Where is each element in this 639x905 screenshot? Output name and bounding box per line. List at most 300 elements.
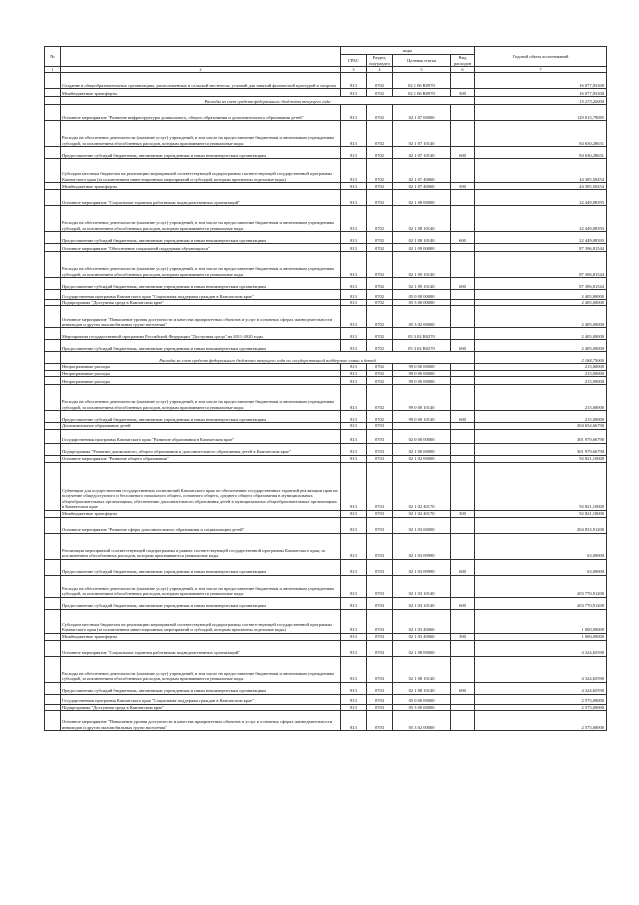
row-num-cell	[45, 206, 61, 232]
row-target-cell: 02 1 02 00000	[393, 455, 451, 462]
row-name-cell: Государственная программа Камчатского края "Социальная поддержка граждан в Камчатском крае"	[61, 290, 341, 300]
row-name-cell: Предоставление субсидий бюджетным, автономным учреждениям и иным некоммерческим организациям	[61, 559, 341, 575]
row-num-cell	[45, 443, 61, 455]
table-row	[45, 89, 607, 97]
table-row	[45, 694, 607, 704]
row-vid-cell: 600	[451, 411, 475, 423]
row-num-cell	[45, 385, 61, 411]
row-target-cell: 02 1 03 09990	[393, 559, 451, 575]
table-note-row	[45, 352, 607, 364]
row-amount-cell: 301 979,66790	[475, 429, 607, 443]
row-num-cell	[45, 159, 61, 183]
row-grbs-cell: 813	[341, 455, 367, 462]
header-vid: Вид расходов	[451, 55, 475, 67]
row-razdel-cell: 0702	[367, 340, 393, 352]
row-razdel-cell: 0703	[367, 443, 393, 455]
row-name-cell: Расходы на обеспечение деятельности (оказание услуг) учреждений, в том числе на предоставление бюджетным и автономным учреждениям субсидий, за исключением обособленных расходов, которым присваиваются уникальные коды	[61, 121, 341, 147]
row-razdel-cell: 0703	[367, 575, 393, 597]
table-row	[45, 190, 607, 206]
header-target: Целевая статья	[393, 55, 451, 67]
row-vid-cell: 600	[451, 340, 475, 352]
budget-table-page	[44, 46, 606, 731]
row-razdel-cell: 0703	[367, 711, 393, 731]
row-target-cell: 99 0 00 00000	[393, 370, 451, 376]
row-amount-cell: 92 821,10000	[475, 510, 607, 517]
row-amount-cell: 129 015,79085	[475, 105, 607, 121]
row-target-cell: 05 0 00 00000	[393, 290, 451, 300]
row-target-cell: 02 1 08 00000	[393, 640, 451, 656]
row-razdel-cell: 0702	[367, 183, 393, 190]
row-amount-cell: 2 575,00000	[475, 694, 607, 704]
row-amount-cell: 2 575,00000	[475, 704, 607, 710]
table-note-row	[45, 97, 607, 105]
row-razdel-cell: 0702	[367, 306, 393, 328]
row-amount-cell: 204 833,91200	[475, 517, 607, 533]
row-vid-cell: 600	[451, 278, 475, 290]
row-name-cell: Реализация мероприятий соответствующей подпрограммы в рамках соответствующей государственной программы Камчатского края, за исключением обособленных расходов, которым присваиваются уникальные коды	[61, 533, 341, 559]
table-row	[45, 455, 607, 462]
row-name-cell: Субсидии местным бюджетам на реализацию мероприятий соответствующей подпрограммы соответствующей государственной программы Камчатского края (за исключением инвестиционных мероприятий и субсидий, которым присвоены отдельные коды)	[61, 159, 341, 183]
row-target-cell: 02 1 03 10140	[393, 575, 451, 597]
row-grbs-cell: 813	[341, 694, 367, 704]
row-num-cell	[45, 429, 61, 443]
table-row	[45, 711, 607, 731]
row-grbs-cell: 813	[341, 704, 367, 710]
row-num-cell	[45, 97, 61, 105]
row-razdel-cell: 0702	[367, 73, 393, 89]
row-razdel-cell: 0703	[367, 462, 393, 510]
table-row	[45, 411, 607, 423]
row-razdel-cell: 0703	[367, 597, 393, 609]
row-vid-cell	[451, 711, 475, 731]
row-amount-cell: 22 449,08393	[475, 206, 607, 232]
row-name-cell: Основное мероприятие "Развитие инфраструктуры дошкольного, общего образования и дополнительного образования детей"	[61, 105, 341, 121]
row-name-cell: Подпрограмма "Развитие дошкольного, общего образования и дополнительного образования детей в Камчатском крае"	[61, 443, 341, 455]
row-grbs-cell: 813	[341, 105, 367, 121]
row-grbs-cell: 813	[341, 183, 367, 190]
row-target-cell: 02 1 03 40060	[393, 609, 451, 633]
row-num-cell	[45, 597, 61, 609]
row-razdel-cell: 0702	[367, 411, 393, 423]
row-num-cell	[45, 147, 61, 159]
table-row	[45, 244, 607, 252]
table-row	[45, 517, 607, 533]
row-grbs-cell: 813	[341, 423, 367, 429]
row-target-cell: 99 0 00 00000	[393, 364, 451, 370]
row-amount-cell: 2 405,00000	[475, 300, 607, 306]
row-target-cell: 05 0 00 00000	[393, 694, 451, 704]
row-num-cell	[45, 575, 61, 597]
table-body	[45, 73, 607, 731]
row-num-cell	[45, 633, 61, 640]
row-grbs-cell: 813	[341, 443, 367, 455]
row-amount-cell: 44 385,50454	[475, 159, 607, 183]
row-amount-cell: 16 077,05300	[475, 73, 607, 89]
row-amount-cell: 87 396,81544	[475, 278, 607, 290]
row-target-cell: 02 1 03 40060	[393, 633, 451, 640]
table-row	[45, 183, 607, 190]
table-row	[45, 443, 607, 455]
row-razdel-cell: 0703	[367, 704, 393, 710]
row-target-cell: 02 1 07 40060	[393, 183, 451, 190]
row-amount-cell: 215,00000	[475, 370, 607, 376]
row-grbs-cell: 813	[341, 377, 367, 385]
row-num-cell	[45, 455, 61, 462]
row-vid-cell	[451, 694, 475, 704]
row-amount-cell: 22 449,08393	[475, 190, 607, 206]
row-vid-cell	[451, 244, 475, 252]
row-target-cell: 02 1 00 00000	[393, 443, 451, 455]
row-amount-cell: 22 449,08393	[475, 232, 607, 244]
row-vid-cell: 600	[451, 559, 475, 575]
row-vid-cell	[451, 252, 475, 278]
row-amount-cell: 44 385,50454	[475, 183, 607, 190]
row-target-cell: 02 1 08 10140	[393, 206, 451, 232]
row-razdel-cell: 0703	[367, 429, 393, 443]
row-target-cell: 02 1 09 10140	[393, 252, 451, 278]
row-target-cell: 02 1 06 R0970	[393, 89, 451, 97]
row-target-cell: 02 1 07 10140	[393, 121, 451, 147]
row-amount-cell: 63,00000	[475, 559, 607, 575]
row-grbs-cell: 813	[341, 633, 367, 640]
row-amount-cell: 2 405,00000	[475, 340, 607, 352]
row-name-cell: Межбюджетные трансферты	[61, 183, 341, 190]
row-num-cell	[45, 377, 61, 385]
row-vid-cell	[451, 455, 475, 462]
row-amount-cell: 15 273,20000	[475, 97, 607, 105]
row-target-cell: 02 1 07 00000	[393, 105, 451, 121]
row-num-cell	[45, 232, 61, 244]
budget-table	[44, 46, 607, 731]
row-grbs-cell: 813	[341, 533, 367, 559]
row-razdel-cell: 0703	[367, 694, 393, 704]
row-num-cell	[45, 290, 61, 300]
row-vid-cell	[451, 656, 475, 682]
row-grbs-cell: 813	[341, 121, 367, 147]
row-target-cell: 02 1 03 10140	[393, 597, 451, 609]
index-cell: 4	[367, 67, 393, 73]
row-target-cell: 02 1 08 10140	[393, 232, 451, 244]
row-amount-cell: 87 396,81544	[475, 252, 607, 278]
row-amount-cell: 92 821,10000	[475, 462, 607, 510]
row-grbs-cell: 813	[341, 159, 367, 183]
row-grbs-cell: 813	[341, 559, 367, 575]
row-vid-cell	[451, 206, 475, 232]
row-grbs-cell: 813	[341, 244, 367, 252]
row-target-cell: 02 1 08 10140	[393, 656, 451, 682]
table-row	[45, 147, 607, 159]
row-amount-cell: 203 770,91200	[475, 575, 607, 597]
row-vid-cell: 500	[451, 183, 475, 190]
row-razdel-cell: 0703	[367, 609, 393, 633]
index-cell: 6	[451, 67, 475, 73]
row-num-cell	[45, 328, 61, 340]
row-num-cell	[45, 694, 61, 704]
header-razdel: Раздел, под-раздел	[367, 55, 393, 67]
row-vid-cell	[451, 105, 475, 121]
row-razdel-cell: 0703	[367, 455, 393, 462]
row-grbs-cell: 813	[341, 462, 367, 510]
table-row	[45, 633, 607, 640]
row-name-cell: Дополнительное образование детей	[61, 423, 341, 429]
table-row	[45, 306, 607, 328]
table-row	[45, 206, 607, 232]
row-num-cell	[45, 73, 61, 89]
row-razdel-cell: 0702	[367, 147, 393, 159]
row-name-cell: Предоставление субсидий бюджетным, автономным учреждениям и иным некоммерческим организациям	[61, 278, 341, 290]
row-razdel-cell: 0703	[367, 633, 393, 640]
row-vid-cell	[451, 533, 475, 559]
row-vid-cell	[451, 429, 475, 443]
row-target-cell: 02 1 09 10140	[393, 278, 451, 290]
row-vid-cell	[451, 328, 475, 340]
row-razdel-cell: 0702	[367, 290, 393, 300]
index-cell: 7	[475, 67, 607, 73]
row-razdel-cell: 0702	[367, 370, 393, 376]
row-grbs-cell: 813	[341, 656, 367, 682]
table-row	[45, 278, 607, 290]
table-row	[45, 105, 607, 121]
header-codes: коды	[341, 47, 475, 55]
row-vid-cell	[451, 306, 475, 328]
row-grbs-cell: 813	[341, 609, 367, 633]
row-vid-cell: 500	[451, 89, 475, 97]
index-cell: 3	[341, 67, 367, 73]
table-row	[45, 159, 607, 183]
row-target-cell: 02 1 02 40170	[393, 510, 451, 517]
row-name-cell: Основное мероприятие "Развитие сферы дополнительного образования и социализации детей"	[61, 517, 341, 533]
row-vid-cell	[451, 609, 475, 633]
row-target-cell: 02 0 00 00000	[393, 429, 451, 443]
table-row	[45, 656, 607, 682]
row-razdel-cell: 0703	[367, 640, 393, 656]
row-target-cell: 02 1 08 00000	[393, 190, 451, 206]
row-note-cell: Расходы за счет средств федерального бюджета текущего года по государственной поддержке семьи и детей	[61, 352, 475, 364]
row-num-cell	[45, 340, 61, 352]
row-razdel-cell: 0703	[367, 682, 393, 694]
table-row	[45, 290, 607, 300]
row-num-cell	[45, 352, 61, 364]
table-row	[45, 559, 607, 575]
row-num-cell	[45, 278, 61, 290]
table-row	[45, 597, 607, 609]
row-amount-cell: 92 821,10000	[475, 455, 607, 462]
row-grbs-cell: 813	[341, 517, 367, 533]
row-vid-cell	[451, 640, 475, 656]
row-grbs-cell: 813	[341, 597, 367, 609]
row-razdel-cell: 0702	[367, 232, 393, 244]
row-razdel-cell: 0703	[367, 559, 393, 575]
row-name-cell: Подпрограмма "Доступная среда в Камчатском крае"	[61, 300, 341, 306]
row-vid-cell	[451, 462, 475, 510]
row-num-cell	[45, 190, 61, 206]
row-num-cell	[45, 244, 61, 252]
row-name-cell: Предоставление субсидий бюджетным, автономным учреждениям и иным некоммерческим организациям	[61, 597, 341, 609]
row-grbs-cell: 813	[341, 206, 367, 232]
row-razdel-cell: 0702	[367, 377, 393, 385]
row-grbs-cell: 813	[341, 370, 367, 376]
row-grbs-cell: 813	[341, 340, 367, 352]
row-grbs-cell: 813	[341, 510, 367, 517]
row-vid-cell	[451, 190, 475, 206]
row-razdel-cell: 0702	[367, 300, 393, 306]
row-vid-cell: 600	[451, 597, 475, 609]
index-cell: 1	[45, 67, 61, 73]
row-name-cell: Основное мероприятие "Социальные гарантии работникам подведомственных организаций"	[61, 190, 341, 206]
row-grbs-cell: 813	[341, 385, 367, 411]
row-grbs-cell: 813	[341, 575, 367, 597]
row-name-cell: Непрограммные расходы	[61, 364, 341, 370]
table-row	[45, 73, 607, 89]
table-row	[45, 340, 607, 352]
table-row	[45, 232, 607, 244]
row-num-cell	[45, 462, 61, 510]
row-razdel-cell: 0703	[367, 517, 393, 533]
row-grbs-cell: 813	[341, 306, 367, 328]
row-grbs-cell: 813	[341, 252, 367, 278]
row-amount-cell: 301 979,66790	[475, 443, 607, 455]
row-razdel-cell: 0703	[367, 656, 393, 682]
row-razdel-cell: 0702	[367, 89, 393, 97]
row-grbs-cell: 813	[341, 640, 367, 656]
table-row	[45, 462, 607, 510]
row-amount-cell: 2 184,75000	[475, 352, 607, 364]
row-grbs-cell: 813	[341, 682, 367, 694]
row-name-cell: Предоставление субсидий бюджетным, автономным учреждениям и иным некоммерческим организациям	[61, 682, 341, 694]
row-name-cell: Создание в общеобразовательных организациях, расположенных в сельской местности, условий для занятий физической культурой и спортом	[61, 73, 341, 89]
row-razdel-cell: 0702	[367, 121, 393, 147]
row-name-cell: Расходы на обеспечение деятельности (оказание услуг) учреждений, в том числе на предоставление бюджетным и автономным учреждениям субсидий, за исключением обособленных расходов, которым присваиваются уникальные коды	[61, 656, 341, 682]
row-vid-cell	[451, 290, 475, 300]
row-razdel-cell: 0702	[367, 244, 393, 252]
table-row	[45, 429, 607, 443]
row-name-cell: Предоставление субсидий бюджетным, автономным учреждениям и иным некоммерческим организациям	[61, 147, 341, 159]
row-target-cell: 05 3 02 R0270	[393, 340, 451, 352]
row-vid-cell	[451, 159, 475, 183]
row-num-cell	[45, 609, 61, 633]
row-vid-cell: 500	[451, 633, 475, 640]
table-row	[45, 640, 607, 656]
table-row	[45, 121, 607, 147]
row-razdel-cell: 0703	[367, 533, 393, 559]
row-target-cell: 99 0 00 10140	[393, 385, 451, 411]
row-vid-cell	[451, 377, 475, 385]
row-name-cell: Государственная программа Камчатского края "Развитие образования в Камчатском крае"	[61, 429, 341, 443]
row-num-cell	[45, 252, 61, 278]
row-name-cell: Межбюджетные трансферты	[61, 633, 341, 640]
header-num: №	[45, 47, 61, 67]
row-amount-cell: 203 770,91200	[475, 597, 607, 609]
row-grbs-cell: 813	[341, 290, 367, 300]
row-amount-cell: 2 575,00000	[475, 711, 607, 731]
row-amount-cell: 4 324,65590	[475, 682, 607, 694]
row-amount-cell: 215,00000	[475, 411, 607, 423]
row-name-cell: Государственная программа Камчатского края "Социальная поддержка граждан в Камчатском крае"	[61, 694, 341, 704]
row-name-cell: Межбюджетные трансферты	[61, 89, 341, 97]
row-target-cell: 02 1 07 40060	[393, 159, 451, 183]
row-razdel-cell: 0702	[367, 159, 393, 183]
header-total: Годовой объем ассигнований	[475, 47, 607, 67]
row-target-cell: 99 0 00 00000	[393, 377, 451, 385]
row-num-cell	[45, 711, 61, 731]
row-num-cell	[45, 306, 61, 328]
row-razdel-cell: 0702	[367, 385, 393, 411]
index-cell: 5	[393, 67, 451, 73]
row-amount-cell: 63,00000	[475, 533, 607, 559]
row-vid-cell	[451, 73, 475, 89]
row-grbs-cell: 813	[341, 300, 367, 306]
row-target-cell: 05 3 02 00000	[393, 306, 451, 328]
row-num-cell	[45, 89, 61, 97]
row-amount-cell: 215,00000	[475, 377, 607, 385]
row-amount-cell: 215,00000	[475, 364, 607, 370]
row-razdel-cell: 0703	[367, 510, 393, 517]
row-name-cell: Расходы на обеспечение деятельности (оказание услуг) учреждений, в том числе на предоставление бюджетным и автономным учреждениям субсидий, за исключением обособленных расходов, которым присваиваются уникальные коды	[61, 206, 341, 232]
row-name-cell: Основное мероприятие "Повышение уровня доступности и качества приоритетных объектов и услуг в основных сферах жизнедеятельности инвалидов и других маломобильных групп населения"	[61, 711, 341, 731]
row-target-cell: 02 1 03 09990	[393, 533, 451, 559]
row-name-cell: Основное мероприятие "Развитие общего образования"	[61, 455, 341, 462]
row-vid-cell	[451, 517, 475, 533]
row-num-cell	[45, 121, 61, 147]
row-num-cell	[45, 682, 61, 694]
row-num-cell	[45, 533, 61, 559]
row-name-cell: Основное мероприятие "Повышение уровня доступности и качества приоритетных объектов и услуг в основных сферах жизнедеятельности инвалидов и других маломобильных групп населения"	[61, 306, 341, 328]
row-vid-cell	[451, 385, 475, 411]
table-row	[45, 682, 607, 694]
row-amount-cell: 87 396,81544	[475, 244, 607, 252]
table-row	[45, 533, 607, 559]
row-grbs-cell: 813	[341, 364, 367, 370]
row-grbs-cell: 813	[341, 73, 367, 89]
row-num-cell	[45, 640, 61, 656]
table-header	[45, 47, 607, 73]
row-name-cell: Расходы на обеспечение деятельности (оказание услуг) учреждений, в том числе на предоставление бюджетным и автономным учреждениям субсидий, за исключением обособленных расходов, которым присваиваются уникальные коды	[61, 575, 341, 597]
row-num-cell	[45, 517, 61, 533]
row-amount-cell: 2 405,00000	[475, 290, 607, 300]
row-vid-cell: 600	[451, 147, 475, 159]
row-grbs-cell: 813	[341, 232, 367, 244]
row-target-cell: 05 3 02 00000	[393, 711, 451, 731]
index-cell: 2	[61, 67, 341, 73]
row-name-cell: Субвенции для осуществления государственных полномочий Камчатского края по обеспечению государственных гарантий реализации прав на получение общедоступного и бесплатного начального общего, основного общего, среднего общего образования в муниципальных общеобразовательных организациях, обеспечению дополнительного образования детей в муниципальных общеобразовательных организациях в Камчатском крае	[61, 462, 341, 510]
row-vid-cell: 500	[451, 510, 475, 517]
row-name-cell: Предоставление субсидий бюджетным, автономным учреждениям и иным некоммерческим организациям	[61, 340, 341, 352]
table-row	[45, 377, 607, 385]
row-razdel-cell: 0702	[367, 206, 393, 232]
row-num-cell	[45, 105, 61, 121]
row-target-cell: 02 1 07 10140	[393, 147, 451, 159]
row-razdel-cell: 0702	[367, 252, 393, 278]
table-row	[45, 609, 607, 633]
table-row	[45, 252, 607, 278]
row-vid-cell: 600	[451, 682, 475, 694]
row-amount-cell: 16 077,05300	[475, 89, 607, 97]
row-vid-cell	[451, 121, 475, 147]
row-num-cell	[45, 559, 61, 575]
row-name-cell: Межбюджетные трансферты	[61, 510, 341, 517]
row-amount-cell: 1 000,00000	[475, 609, 607, 633]
row-grbs-cell: 813	[341, 429, 367, 443]
row-target-cell: 02 1 09 00000	[393, 244, 451, 252]
row-amount-cell: 84 630,28631	[475, 147, 607, 159]
row-amount-cell: 215,00000	[475, 385, 607, 411]
row-target-cell: 05 3 00 00000	[393, 704, 451, 710]
row-amount-cell: 2 405,00000	[475, 306, 607, 328]
row-name-cell: Непрограммные расходы	[61, 370, 341, 376]
table-row	[45, 328, 607, 340]
table-row	[45, 510, 607, 517]
row-grbs-cell: 813	[341, 328, 367, 340]
